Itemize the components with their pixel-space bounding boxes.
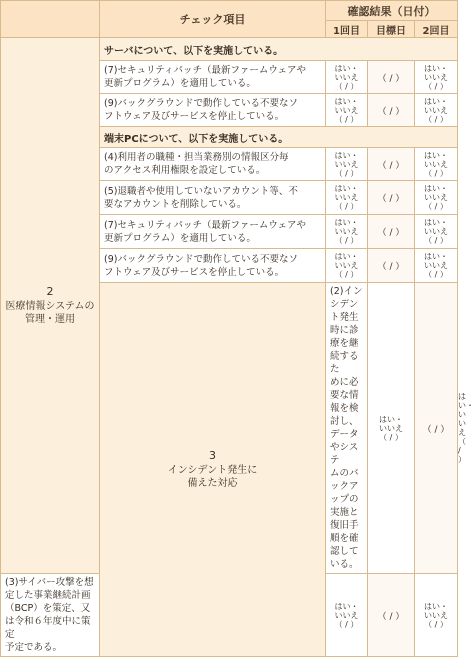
first-check[interactable]: はい・ いいえ （ / ） — [326, 61, 368, 94]
first-check[interactable]: はい・ いいえ （ / ） — [326, 181, 368, 215]
second-check[interactable]: はい・ いいえ （ / ） — [415, 61, 458, 94]
check-item: (7)セキュリティパッチ（最新ファームウェアや 更新プログラム）を適用している。 — [100, 215, 326, 249]
first-check[interactable]: はい・ いいえ （ / ） — [326, 94, 368, 127]
target-date-header: 目標日 — [368, 21, 415, 38]
result-header: 確認結果（日付） — [326, 1, 458, 21]
check-item-header: チェック項目 — [100, 1, 326, 38]
first-check[interactable]: はい・ いいえ （ / ） — [326, 574, 368, 657]
second-check[interactable]: はい・ いいえ （ / ） — [415, 148, 458, 181]
section-server: サーバについて、以下を実施している。 — [100, 38, 458, 61]
category-system-management: 2 医療情報システムの 管理・運用 — [1, 38, 100, 574]
check-item: (5)退職者や使用していないアカウント等、不 要なアカウントを削除している。 — [100, 181, 326, 215]
first-check[interactable]: はい・ いいえ （ / ） — [326, 215, 368, 249]
second-check[interactable]: はい・ いいえ （ / ） — [415, 94, 458, 127]
target-date[interactable]: （ / ） — [368, 148, 415, 181]
first-round-header: 1回目 — [326, 21, 368, 38]
target-date[interactable]: （ / ） — [368, 249, 415, 283]
check-item: (4)利用者の職種・担当業務別の情報区分毎 のアクセス利用権限を設定している。 — [100, 148, 326, 181]
check-item: (3)サイバー攻撃を想定した事業継続計画 （BCP）を策定、又は令和６年度中に策定 予定である。 — [1, 574, 100, 657]
check-item: (2)インシデント発生時に診療を継続するた めに必要な情報を検討し、データやシステ ムのバックアップの実施と復旧手順を確 認している。 — [326, 283, 368, 574]
target-date[interactable]: （ / ） — [368, 574, 415, 657]
check-item: (9)バックグラウンドで動作している不要なソ フトウェア及びサービスを停止している。 — [100, 94, 326, 127]
first-check[interactable]: はい・ いいえ （ / ） — [368, 283, 415, 574]
first-check[interactable]: はい・ いいえ （ / ） — [326, 148, 368, 181]
check-item: (7)セキュリティパッチ（最新ファームウェアや 更新プログラム）を適用している。 — [100, 61, 326, 94]
target-date[interactable]: （ / ） — [368, 61, 415, 94]
category-incident-response: 3 インシデント発生に 備えた対応 — [100, 283, 326, 657]
corner-cell — [1, 1, 100, 38]
target-date[interactable]: （ / ） — [368, 215, 415, 249]
second-check[interactable]: はい・ いいえ （ / ） — [415, 215, 458, 249]
target-date[interactable]: （ / ） — [415, 283, 458, 574]
section-terminal: 端末PCについて、以下を実施している。 — [100, 127, 458, 148]
first-check[interactable]: はい・ いいえ （ / ） — [326, 249, 368, 283]
target-date[interactable]: （ / ） — [368, 94, 415, 127]
second-round-header: 2回目 — [415, 21, 458, 38]
target-date[interactable]: （ / ） — [368, 181, 415, 215]
second-check[interactable]: はい・ いいえ （ / ） — [415, 181, 458, 215]
second-check[interactable]: はい・ いいえ （ / ） — [415, 249, 458, 283]
check-item: (9)バックグラウンドで動作している不要なソ フトウェア及びサービスを停止している。 — [100, 249, 326, 283]
second-check[interactable]: はい・ いいえ （ / ） — [415, 574, 458, 657]
checklist-table: チェック項目 確認結果（日付） 1回目 目標日 2回目 2 医療情報システムの 管理・運用 サーバについて、以下を実施している。 (7)セキュリティパッチ（最新ファームウェアや 更新プログラム）を適用している。 はい・ いいえ （ / ） （ / ） はい・ いいえ （ / ） (9)バックグラウンドで動作している不要なソ フトウェア及びサービスを停止している。 はい・ いいえ （ / ） （ / ） はい・ いいえ （ / ） 端末PCについて、以下を実施している。 (4)利用者の職種・担当業務別の情報区分毎 のアクセス利用権限を設定している。 はい・ いいえ （ / ） （ / ） はい・ いいえ （ / ） (5)退職者や使用していないアカウント等、不 要なアカウントを削除している。 はい・ いいえ （ / ） （ / ） はい・ いいえ （ / ） (7)セキュリティパッチ（最新ファームウェアや 更新プログラム）を適用している。 はい・ いいえ （ / ） （ / ） はい・ いいえ （ / ） (9)バックグラウンドで動作している不要なソ フトウェア及びサービスを停止している。 はい・ いいえ （ / ） （ / ） はい・ いいえ （ / ） 3 インシデント発生に 備えた対応 (2)インシデント発生時に診療を継続するた めに必要な情報を検討し、データやシステ ムのバックアップの実施と復旧手順を確 認している。 はい・ いいえ （ / ） （ / ） はい・ いいえ （ / ） (3)サイバー攻撃を想定した事業継続計画 （BCP）を策定、又は令和６年度中に策定 予定である。 はい・ いいえ （ / ） （ / ） はい・ いいえ （ / ） — [0, 0, 458, 657]
